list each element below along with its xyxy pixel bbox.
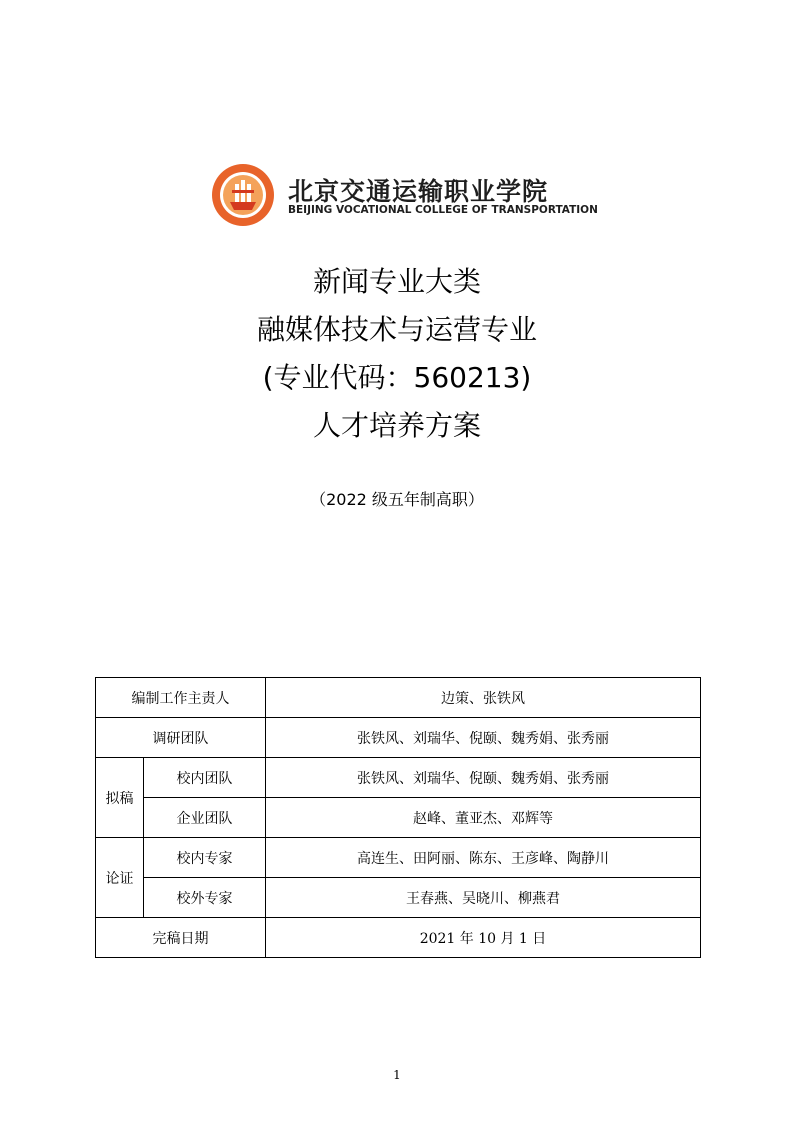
college-name-cn: 北京交通运输职业学院 bbox=[288, 177, 549, 206]
title-line-1: 新闻专业大类 bbox=[312, 265, 481, 298]
college-logo bbox=[210, 162, 598, 228]
review-external-value: 王春燕、吴晓川、柳燕君 bbox=[266, 878, 701, 918]
date-value: 2021 年 10 月 1 日 bbox=[266, 918, 701, 958]
table-row bbox=[96, 838, 701, 878]
review-internal-label: 校内专家 bbox=[144, 838, 266, 878]
table-row bbox=[96, 798, 701, 838]
title-line-2: 融媒体技术与运营专业 bbox=[256, 313, 537, 346]
review-internal-value: 高连生、田阿丽、陈东、王彦峰、陶静川 bbox=[266, 838, 701, 878]
table-row bbox=[96, 678, 701, 718]
review-label: 论证 bbox=[96, 838, 144, 918]
date-label: 完稿日期 bbox=[96, 918, 266, 958]
draft-internal-value: 张铁风、刘瑞华、倪颐、魏秀娟、张秀丽 bbox=[266, 758, 701, 798]
authorship-table bbox=[95, 677, 701, 958]
draft-company-value: 赵峰、董亚杰、邓辉等 bbox=[266, 798, 701, 838]
table-row bbox=[96, 758, 701, 798]
college-name-en: BEIJING VOCATIONAL COLLEGE OF TRANSPORTATION bbox=[288, 204, 598, 216]
editor-value: 边策、张铁风 bbox=[266, 678, 701, 718]
college-emblem-icon bbox=[210, 162, 276, 228]
table-row bbox=[96, 918, 701, 958]
research-value: 张铁风、刘瑞华、倪颐、魏秀娟、张秀丽 bbox=[266, 718, 701, 758]
review-external-label: 校外专家 bbox=[144, 878, 266, 918]
page-number: 1 bbox=[393, 1068, 401, 1082]
title-line-4: 人才培养方案 bbox=[312, 409, 481, 442]
table-row bbox=[96, 718, 701, 758]
editor-label: 编制工作主责人 bbox=[96, 678, 266, 718]
table-row bbox=[96, 878, 701, 918]
draft-company-label: 企业团队 bbox=[144, 798, 266, 838]
draft-internal-label: 校内团队 bbox=[144, 758, 266, 798]
document-subtitle: （2022 级五年制高职） bbox=[310, 490, 484, 509]
draft-label: 拟稿 bbox=[96, 758, 144, 838]
title-line-3: (专业代码：560213) bbox=[262, 361, 532, 394]
document-title bbox=[0, 258, 794, 450]
research-label: 调研团队 bbox=[96, 718, 266, 758]
